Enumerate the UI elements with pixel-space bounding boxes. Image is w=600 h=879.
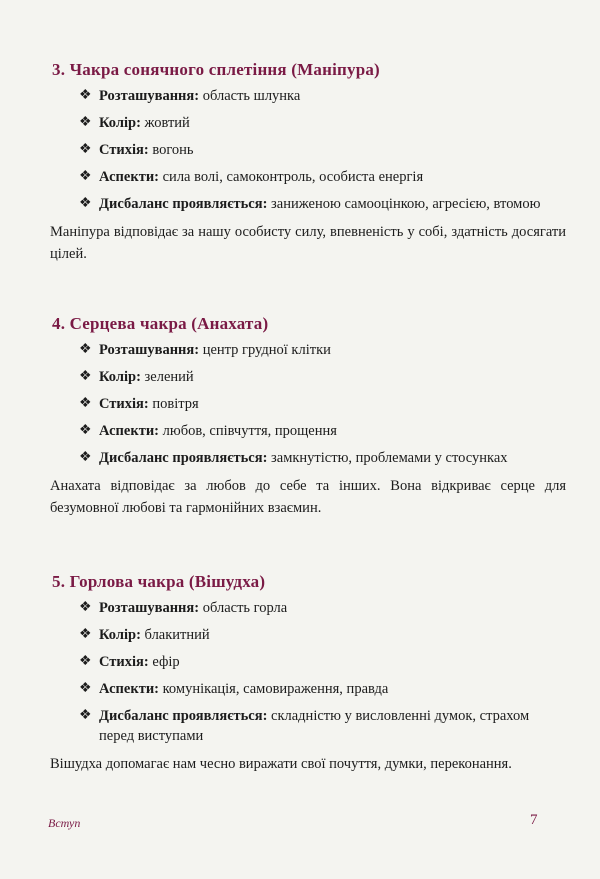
attribute-value: заниженою самооцінкою, агресією, втомою	[267, 196, 541, 212]
attribute-value: область шлунка	[199, 88, 301, 104]
section-paragraph: Маніпура відповідає за нашу особисту силу, впевненість у собі, здатність досягати цілей.	[50, 224, 566, 262]
diamond-bullet-icon: ❖	[79, 342, 92, 357]
attribute-key: Аспекти:	[99, 423, 159, 439]
list-item	[79, 421, 566, 441]
list-item	[79, 394, 566, 414]
attribute-value: вогонь	[148, 142, 194, 158]
list-item	[79, 86, 566, 106]
section-paragraph: Анахата відповідає за любов до себе та інших. Вона відкриває серце для безумовної любові та гармонійних взаємин.	[50, 478, 566, 516]
attribute-key: Дисбаланс проявляється:	[99, 708, 268, 724]
attribute-list	[48, 598, 566, 746]
list-item	[79, 652, 566, 672]
chakra-section-anahata	[48, 314, 566, 519]
attribute-key: Колір:	[99, 115, 141, 131]
attribute-key: Колір:	[99, 369, 141, 385]
attribute-value: блакитний	[140, 627, 210, 643]
diamond-bullet-icon: ❖	[79, 600, 92, 615]
attribute-key: Розташування:	[99, 88, 200, 104]
diamond-bullet-icon: ❖	[79, 450, 92, 465]
section-paragraph: Вішудха допомагає нам чесно виражати свої почуття, думки, переконання.	[50, 756, 512, 772]
diamond-bullet-icon: ❖	[79, 369, 92, 384]
list-item	[79, 340, 566, 360]
attribute-key: Стихія:	[99, 654, 149, 670]
attribute-value: замкнутістю, проблемами у стосунках	[267, 450, 508, 466]
attribute-value: центр грудної клітки	[199, 342, 331, 358]
attribute-key: Дисбаланс проявляється:	[99, 196, 268, 212]
attribute-key: Аспекти:	[99, 169, 159, 185]
list-item	[79, 113, 566, 133]
attribute-key: Стихія:	[99, 142, 149, 158]
attribute-key: Розташування:	[99, 342, 200, 358]
list-item	[79, 448, 566, 468]
attribute-value: ефір	[148, 654, 180, 670]
list-item	[79, 167, 566, 187]
attribute-value: зелений	[140, 369, 194, 385]
attribute-key: Аспекти:	[99, 681, 159, 697]
list-item	[79, 706, 566, 746]
attribute-value: комунікація, самовираження, правда	[159, 681, 389, 697]
attribute-value: сила волі, самоконтроль, особиста енергія	[159, 169, 424, 185]
diamond-bullet-icon: ❖	[79, 627, 92, 642]
chakra-section-vishuddha	[48, 572, 566, 775]
section-heading: 4. Серцева чакра (Анахата)	[52, 314, 269, 333]
attribute-key: Розташування:	[99, 600, 200, 616]
attribute-value: любов, співчуття, прощення	[159, 423, 337, 439]
diamond-bullet-icon: ❖	[79, 654, 92, 669]
diamond-bullet-icon: ❖	[79, 681, 92, 696]
diamond-bullet-icon: ❖	[79, 708, 92, 723]
list-item	[79, 367, 566, 387]
attribute-list	[48, 86, 566, 214]
chakra-section-manipura	[48, 60, 566, 265]
diamond-bullet-icon: ❖	[79, 196, 92, 211]
diamond-bullet-icon: ❖	[79, 88, 92, 103]
running-footer-section: Вступ	[48, 816, 81, 830]
attribute-key: Колір:	[99, 627, 141, 643]
attribute-key: Дисбаланс проявляється:	[99, 450, 268, 466]
section-heading: 3. Чакра сонячного сплетіння (Маніпура)	[52, 60, 380, 79]
section-heading: 5. Горлова чакра (Вішудха)	[52, 572, 266, 591]
attribute-value: повітря	[148, 396, 199, 412]
attribute-value: жовтий	[140, 115, 190, 131]
attribute-value: область горла	[199, 600, 288, 616]
attribute-key: Стихія:	[99, 396, 149, 412]
diamond-bullet-icon: ❖	[79, 396, 92, 411]
list-item	[79, 625, 566, 645]
list-item	[79, 140, 566, 160]
list-item	[79, 194, 566, 214]
list-item	[79, 679, 566, 699]
diamond-bullet-icon: ❖	[79, 142, 92, 157]
diamond-bullet-icon: ❖	[79, 115, 92, 130]
list-item	[79, 598, 566, 618]
page-number: 7	[530, 812, 538, 828]
attribute-list	[48, 340, 566, 468]
attribute-value: складністю у висловленні думок, страхом перед виступами	[99, 708, 530, 744]
diamond-bullet-icon: ❖	[79, 169, 92, 184]
diamond-bullet-icon: ❖	[79, 423, 92, 438]
